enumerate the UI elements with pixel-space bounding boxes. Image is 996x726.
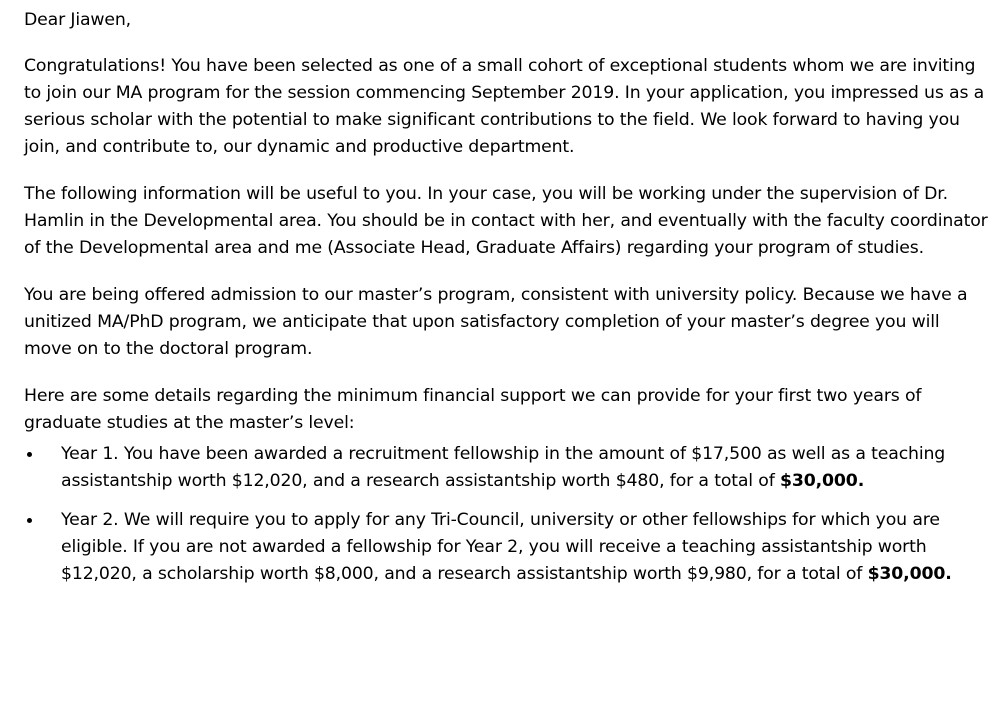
bullet-icon — [27, 518, 32, 523]
letter-document — [24, 7, 992, 600]
year-1-period: . — [857, 471, 865, 491]
list-item-year-1 — [24, 441, 992, 495]
bullet-icon — [27, 452, 32, 457]
paragraph-financial-intro: Here are some details regarding the minimum financial support we can provide for your first two years of graduate studies at the master’s level: — [24, 386, 922, 433]
paragraph-supervision: The following information will be useful to you. In your case, you will be working under the supervision of Dr. Hamlin in the Developmental area. You should be in contact with her, and eventually with the faculty coordinator of the Developmental area and me (Associate Head, Graduate Affairs) regarding your program of studies. — [24, 184, 988, 258]
list-item-year-2 — [24, 507, 992, 588]
year-2-text: Year 2. We will require you to apply for any Tri-Council, university or other fellowships for which you are eligible. If you are not awarded a fellowship for Year 2, you will receive a teaching assistantship worth $12,020, a scholarship worth $8,000, and a research assistantship worth $9,980, for a total of — [61, 510, 940, 584]
paragraph-admission: You are being offered admission to our master’s program, consistent with university policy. Because we have a unitized MA/PhD program, we anticipate that upon satisfactory completion of your master’s degree you will move on to the doctoral program. — [24, 285, 968, 359]
paragraph-congratulations: Congratulations! You have been selected as one of a small cohort of exceptional students whom we are inviting to join our MA program for the session commencing September 2019. In your application, you impressed us as a serious scholar with the potential to make significant contributions to the field. We look forward to having you join, and contribute to, our dynamic and productive department. — [24, 56, 985, 157]
financial-support-list — [24, 441, 992, 588]
year-2-total: $30,000 — [867, 564, 946, 584]
letter-greeting: Dear Jiawen, — [24, 10, 132, 30]
year-1-total: $30,000 — [780, 471, 858, 491]
year-2-period: . — [945, 564, 952, 584]
year-1-text: Year 1. You have been awarded a recruitment fellowship in the amount of $17,500 as well as a teaching assistantship worth $12,020, and a research assistantship worth $480, for a total of — [61, 444, 946, 491]
